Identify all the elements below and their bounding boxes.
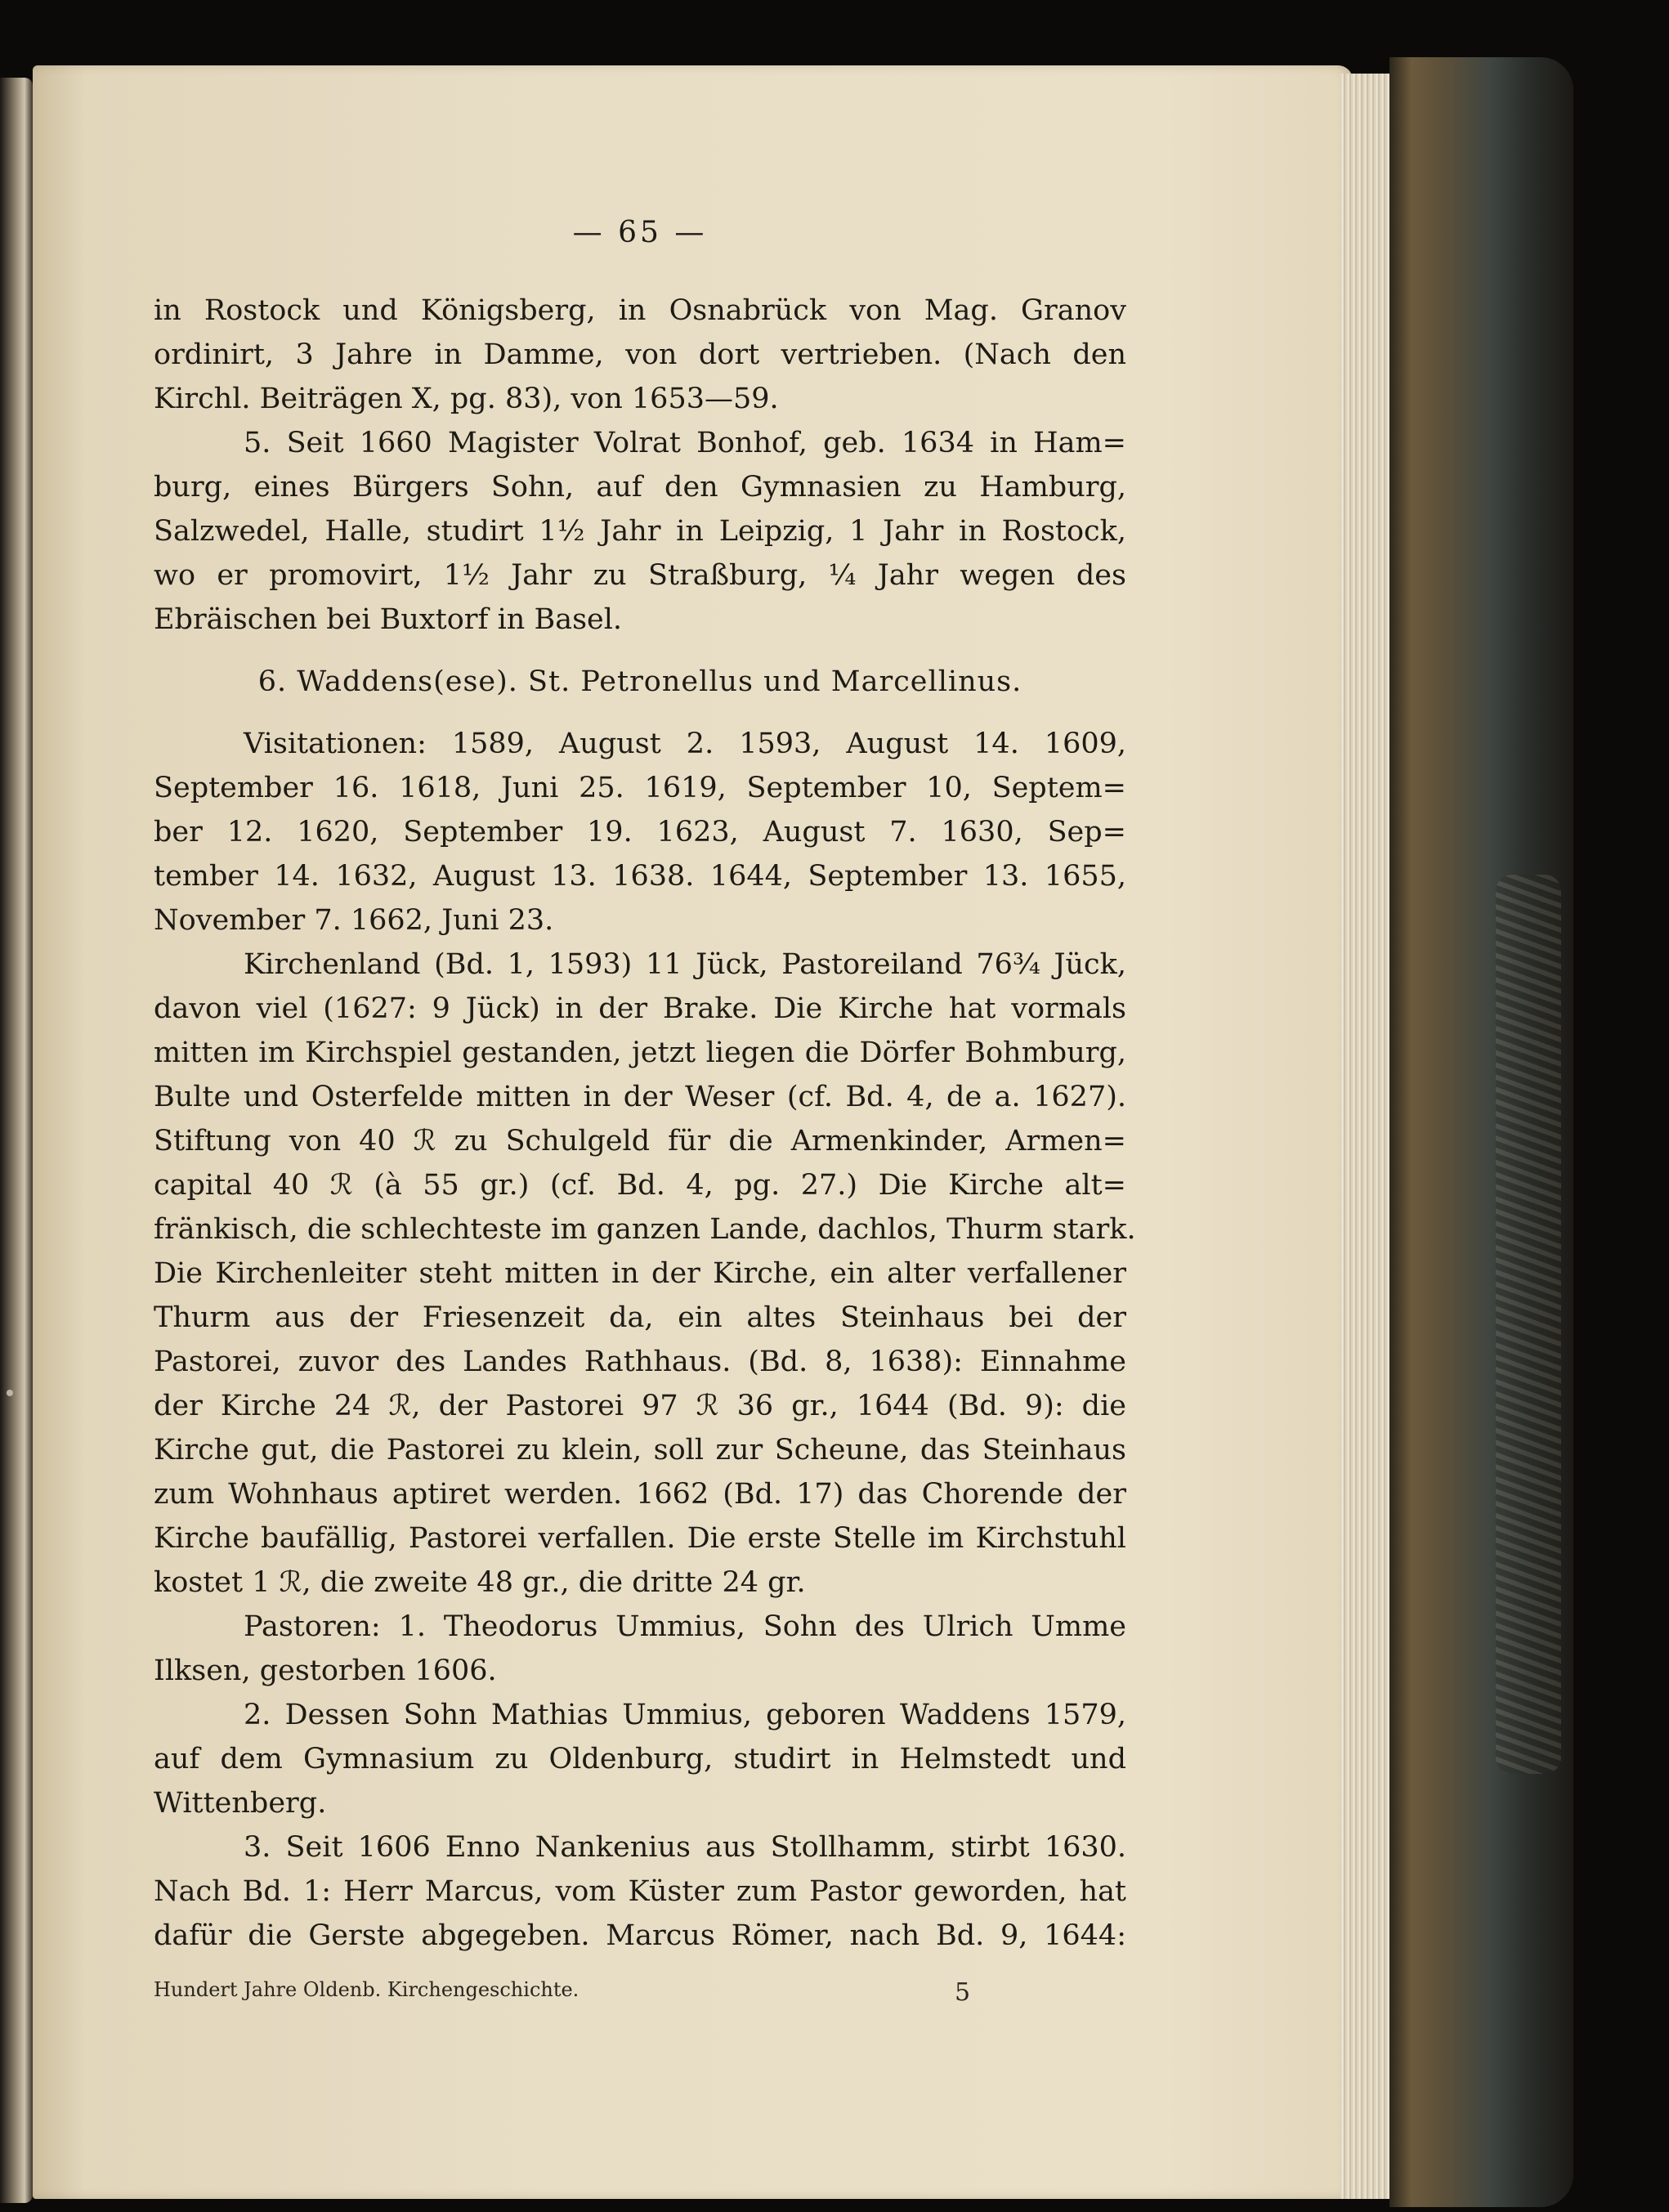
signature-mark: 5 xyxy=(955,1978,971,2007)
text-line: Pastorei, zuvor des Landes Rathhaus. (Bd. 8, 1638): Einnahme xyxy=(154,1346,1126,1378)
text-line: der Kirche 24 ℛ, der Pastorei 97 ℛ 36 gr., 1644 (Bd. 9): die xyxy=(154,1390,1126,1422)
text-line: Nach Bd. 1: Herr Marcus, vom Küster zum Pastor geworden, hat xyxy=(154,1875,1126,1908)
text-line: in Rostock und Königsberg, in Osnabrück von Mag. Granov xyxy=(154,294,1126,327)
text-line: tember 14. 1632, August 13. 1638. 1644, September 13. 1655, xyxy=(154,860,1126,893)
text-line: Ilksen, gestorben 1606. xyxy=(154,1655,497,1687)
text-line: 5. Seit 1660 Magister Volrat Bonhof, geb. 1634 in Ham= xyxy=(244,427,1126,459)
text-line: Ebräischen bei Buxtorf in Basel. xyxy=(154,603,623,636)
text-line: Kirchl. Beiträgen X, pg. 83), von 1653—59. xyxy=(154,383,779,415)
text-line: Thurm aus der Friesenzeit da, ein altes Steinhaus bei der xyxy=(154,1301,1126,1334)
page-footer xyxy=(154,1978,1126,2011)
text-line: wo er promovirt, 1½ Jahr zu Straßburg, ¼ Jahr wegen des xyxy=(154,559,1126,592)
text-line: burg, eines Bürgers Sohn, auf den Gymnasien zu Hamburg, xyxy=(154,471,1126,504)
margin-dot xyxy=(7,1390,13,1396)
text-block xyxy=(154,208,1136,1958)
text-line: Wittenberg. xyxy=(154,1787,327,1820)
page-header: — 65 — xyxy=(572,216,708,249)
left-page-edge xyxy=(0,78,33,2203)
text-line: Salzwedel, Halle, studirt 1½ Jahr in Leipzig, 1 Jahr in Rostock, xyxy=(154,515,1126,548)
text-line: Stiftung von 40 ℛ zu Schulgeld für die Armenkinder, Armen= xyxy=(154,1125,1126,1157)
section-gap xyxy=(154,642,1126,660)
text-line: mitten im Kirchspiel gestanden, jetzt liegen die Dörfer Bohmburg, xyxy=(154,1037,1126,1069)
text-line: fränkisch, die schlechteste im ganzen Lande, dachlos, Thurm stark. xyxy=(154,1213,1136,1246)
text-line: Bulte und Osterfelde mitten in der Weser (cf. Bd. 4, de a. 1627). xyxy=(154,1081,1126,1113)
text-line: November 7. 1662, Juni 23. xyxy=(154,904,554,937)
text-line: Die Kirchenleiter steht mitten in der Kirche, ein alter verfallener xyxy=(154,1257,1126,1290)
text-line: Kirche baufällig, Pastorei verfallen. Die erste Stelle im Kirchstuhl xyxy=(154,1522,1126,1555)
body-text xyxy=(154,289,1136,1958)
text-line: dafür die Gerste abgegeben. Marcus Römer, nach Bd. 9, 1644: xyxy=(154,1919,1126,1952)
text-line: Pastoren: 1. Theodorus Ummius, Sohn des Ulrich Umme xyxy=(244,1610,1126,1643)
text-line: ordinirt, 3 Jahre in Damme, von dort vertrieben. (Nach den xyxy=(154,338,1126,371)
text-line: ber 12. 1620, September 19. 1623, August 7. 1630, Sep= xyxy=(154,816,1126,849)
section-gap xyxy=(154,704,1126,722)
text-line: Kirche gut, die Pastorei zu klein, soll zur Scheune, das Steinhaus xyxy=(154,1434,1126,1466)
text-line: 3. Seit 1606 Enno Nankenius aus Stollhamm, stirbt 1630. xyxy=(244,1831,1126,1864)
text-line: September 16. 1618, Juni 25. 1619, September 10, Septem= xyxy=(154,772,1126,804)
text-line: auf dem Gymnasium zu Oldenburg, studirt in Helmstedt und xyxy=(154,1743,1126,1775)
text-line: davon viel (1627: 9 Jück) in der Brake. Die Kirche hat vormals xyxy=(154,992,1126,1025)
text-line: kostet 1 ℛ, die zweite 48 gr., die dritte 24 gr. xyxy=(154,1566,806,1599)
text-line: capital 40 ℛ (à 55 gr.) (cf. Bd. 4, pg. 27.) Die Kirche alt= xyxy=(154,1169,1126,1202)
text-line: Visitationen: 1589, August 2. 1593, August 14. 1609, xyxy=(244,728,1126,760)
text-line: Kirchenland (Bd. 1, 1593) 11 Jück, Pastoreiland 76¾ Jück, xyxy=(244,948,1126,981)
text-line: 2. Dessen Sohn Mathias Ummius, geboren Waddens 1579, xyxy=(244,1699,1126,1731)
footer-title: Hundert Jahre Oldenb. Kirchengeschichte. xyxy=(154,1978,579,2001)
text-line: 6. Waddens(ese). St. Petronellus und Marcellinus. xyxy=(257,665,1022,698)
book-cover-spine xyxy=(1389,57,1573,2207)
text-line: zum Wohnhaus aptiret werden. 1662 (Bd. 17) das Chorende der xyxy=(154,1478,1126,1511)
